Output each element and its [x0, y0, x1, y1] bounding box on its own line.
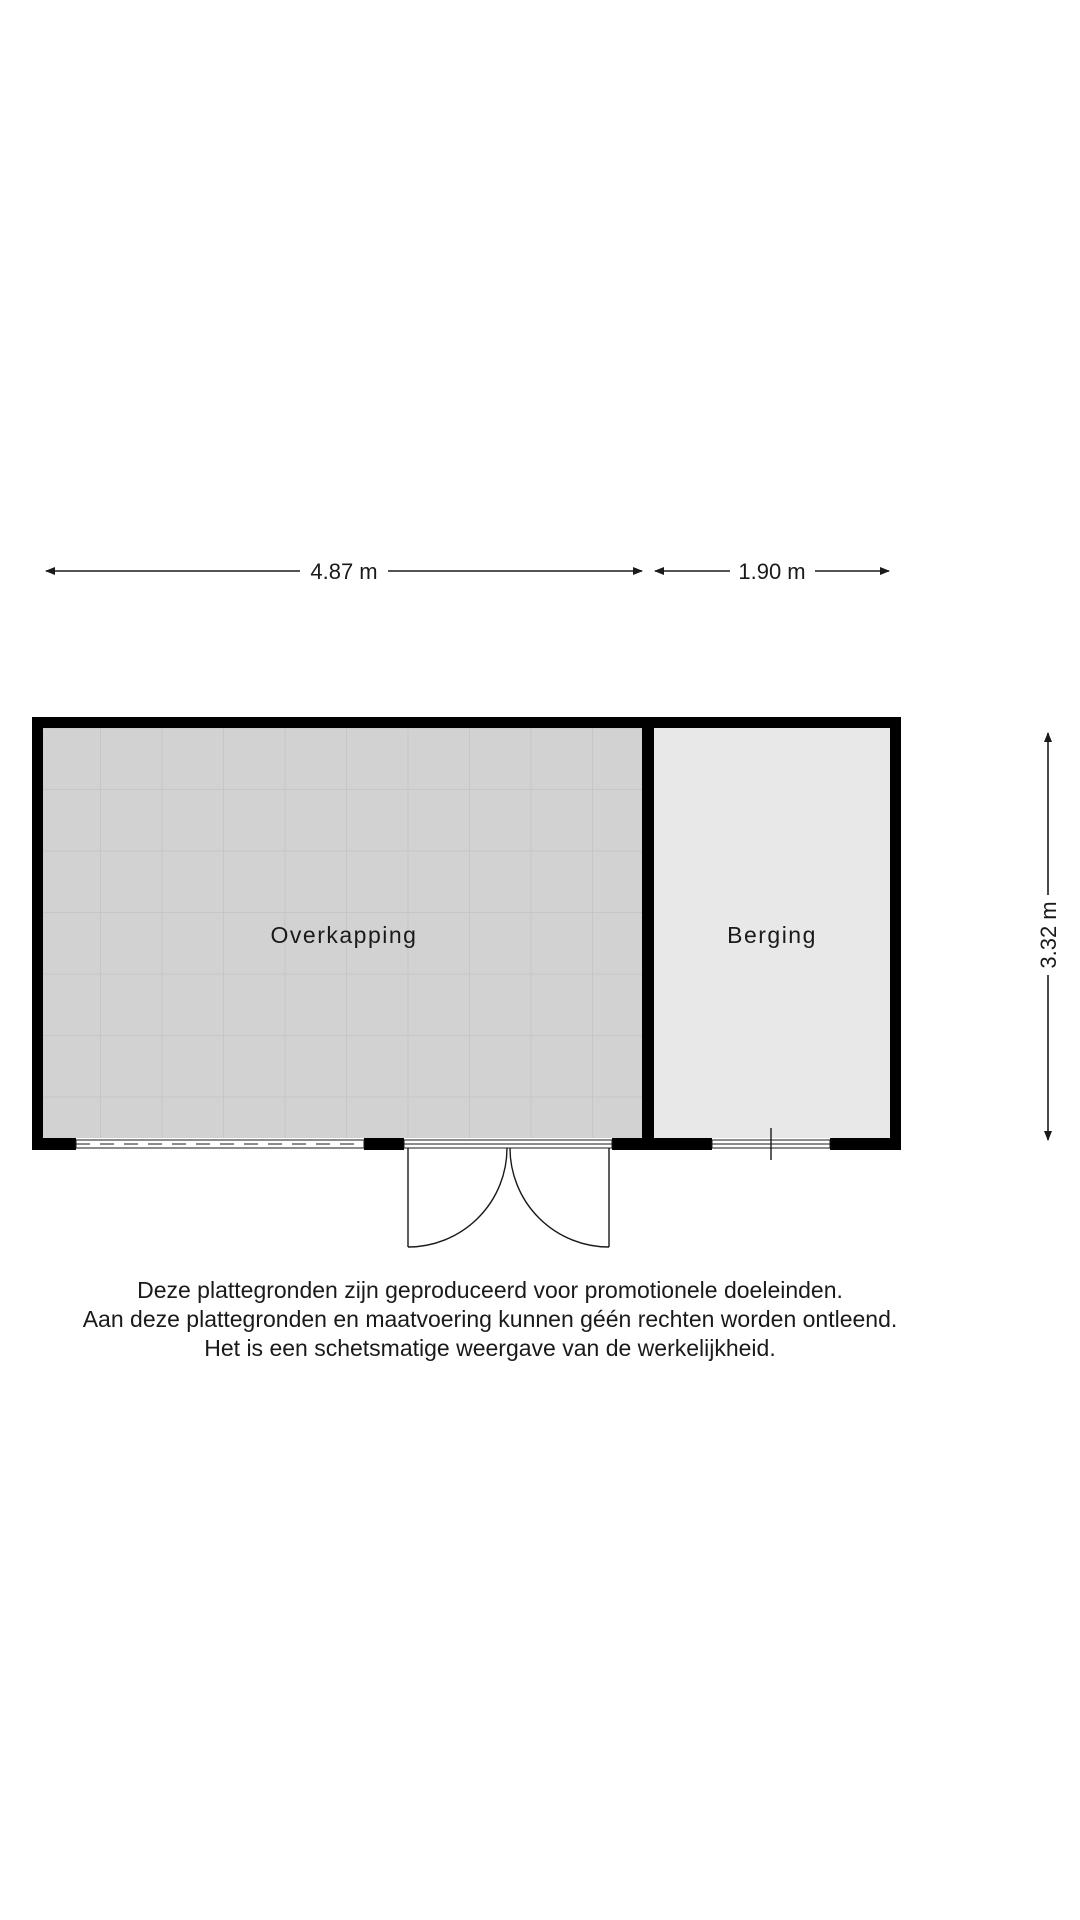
disclaimer: [0, 1276, 980, 1363]
glass-sliding-opening: [76, 1140, 364, 1148]
dimension-label-overkapping: 4.87 m: [310, 559, 378, 584]
dimension-overkapping-width: [46, 559, 642, 584]
room-label-berging: Berging: [727, 922, 817, 948]
double-door: [404, 1140, 612, 1247]
dimension-label-depth: 3.32 m: [1036, 901, 1061, 969]
room-label-overkapping: Overkapping: [270, 922, 418, 948]
dimension-depth: [1036, 733, 1061, 1140]
dimension-label-berging: 1.90 m: [738, 559, 806, 584]
disclaimer-line-2: Aan deze plattegronden en maatvoering kunnen géén rechten worden ontleend.: [82, 1306, 898, 1332]
disclaimer-line-3: Het is een schetsmatige weergave van de werkelijkheid.: [204, 1335, 776, 1361]
dimension-berging-width: [655, 559, 889, 584]
disclaimer-line-1: Deze plattegronden zijn geproduceerd voor promotionele doeleinden.: [137, 1277, 843, 1303]
